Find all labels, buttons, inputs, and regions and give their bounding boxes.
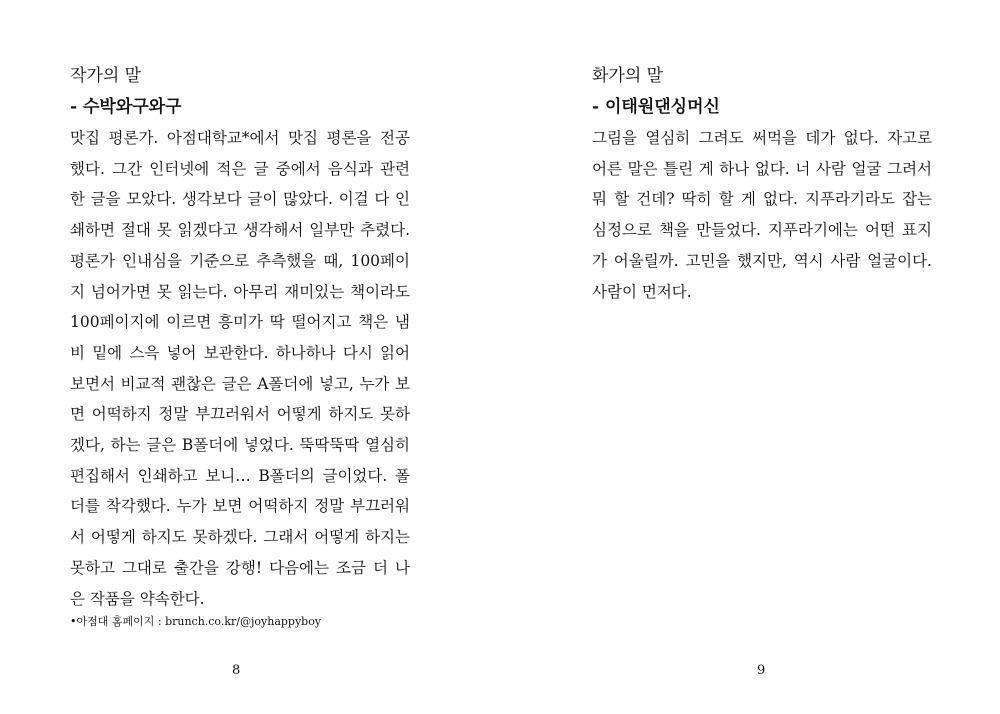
- right-page-author: - 이태원댄싱머신: [592, 97, 720, 117]
- body-line: 100페이지에 이르면 흥미가 딱 떨어지고 책은 냄: [70, 313, 410, 332]
- body-line: 지 넘어가면 못 읽는다. 아무리 재미있는 책이라도: [70, 282, 410, 301]
- body-line: 더를 착각했다. 누가 보면 어떡하지 정말 부끄러워: [70, 497, 410, 516]
- body-line: 심정으로 책을 만들었다. 지푸라기에는 어떤 표지: [592, 221, 932, 240]
- body-line: 했다. 그간 인터넷에 적은 글 중에서 음식과 관련: [70, 159, 410, 178]
- body-line: 서 어떻게 하지도 못하겠다. 그래서 어떻게 하지는: [70, 528, 410, 547]
- right-page-body: [592, 123, 932, 307]
- body-line: 비 밑에 스윽 넣어 보관한다. 하나하나 다시 읽어: [70, 343, 410, 362]
- body-line: 은 작품을 약속한다.: [70, 589, 205, 608]
- body-line: 겠다, 하는 글은 B폴더에 넣었다. 뚝딱뚝딱 열심히: [70, 436, 410, 455]
- left-page-title: 작가의 말: [70, 66, 142, 86]
- body-line: 한 글을 모았다. 생각보다 글이 많았다. 이걸 다 인: [70, 190, 410, 209]
- page-number: 9: [757, 663, 766, 678]
- right-page: [500, 0, 1000, 714]
- right-page-title: 화가의 말: [592, 66, 664, 86]
- body-line: 보면서 비교적 괜찮은 글은 A폴더에 넣고, 누가 보: [70, 374, 410, 393]
- body-line: 못하고 그대로 출간을 강행! 다음에는 조금 더 나: [70, 558, 410, 577]
- footnote: •아점대 홈페이지 : brunch.co.kr/@joyhappyboy: [70, 615, 322, 628]
- body-line: 평론가 인내심을 기준으로 추측했을 때, 100페이: [70, 251, 410, 270]
- page-number: 8: [232, 663, 241, 678]
- body-line: 사람이 먼저다.: [592, 282, 692, 301]
- body-line: 맛집 평론가. 아점대학교*에서 맛집 평론을 전공: [70, 129, 410, 147]
- left-page-body: [70, 123, 410, 614]
- body-line: 면 어떡하지 정말 부끄러워서 어떻게 하지도 못하: [70, 405, 410, 424]
- left-page-author: - 수박와구와구: [70, 97, 182, 117]
- body-line: 어른 말은 틀린 게 하나 없다. 너 사람 얼굴 그려서: [592, 159, 932, 178]
- body-line: 쇄하면 절대 못 읽겠다고 생각해서 일부만 추렸다.: [70, 221, 410, 240]
- body-line: 그림을 열심히 그려도 써먹을 데가 없다. 자고로: [592, 129, 932, 147]
- body-line: 편집해서 인쇄하고 보니… B폴더의 글이었다. 폴: [70, 466, 410, 485]
- body-line: 가 어울릴까. 고민을 했지만, 역시 사람 얼굴이다.: [592, 251, 932, 270]
- body-line: 뭐 할 건데? 딱히 할 게 없다. 지푸라기라도 잡는: [592, 190, 932, 209]
